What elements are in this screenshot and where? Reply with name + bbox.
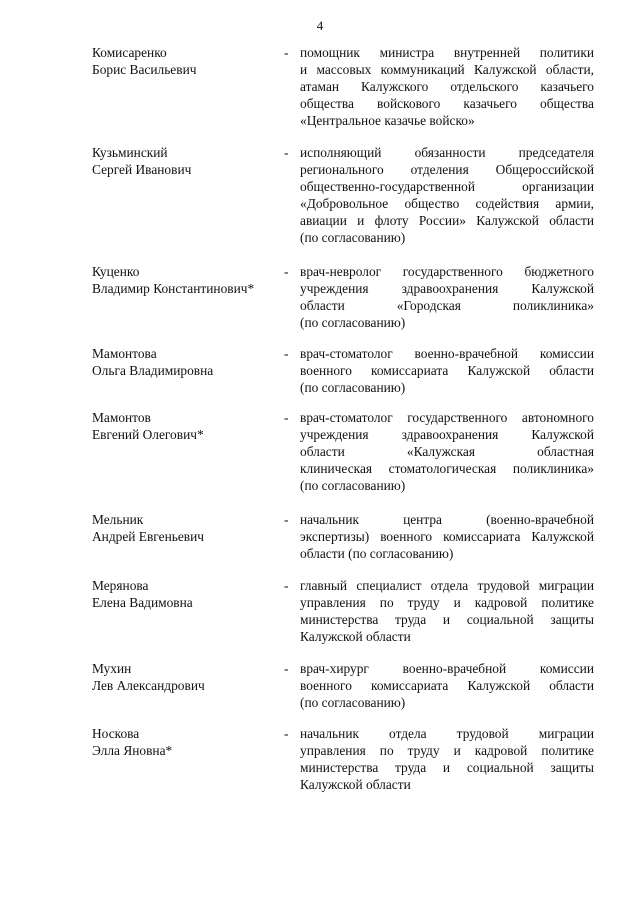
position-line: (по согласованию) — [300, 478, 406, 493]
member-name — [92, 660, 282, 694]
position-line: врач-стоматолог государственного автономного — [300, 410, 594, 425]
position-line: исполняющий обязанности председателя — [300, 145, 594, 160]
position-line: (по согласованию) — [300, 230, 406, 245]
member-given-names: Андрей Евгеньевич — [92, 529, 205, 544]
position-line: начальник центра (военно-врачебной — [300, 512, 594, 527]
position-line: клиническая стоматологическая поликлиника» — [300, 461, 594, 476]
position-line: помощник министра внутренней политики — [300, 45, 594, 60]
member-position — [300, 345, 594, 396]
member-surname: Мухин — [92, 661, 132, 676]
position-line: (по согласованию) — [300, 315, 406, 330]
position-line: министерства труда и социальной защиты — [300, 760, 594, 775]
member-given-names: Владимир Константинович* — [92, 281, 255, 296]
position-line: (по согласованию) — [300, 380, 406, 395]
position-line: области (по согласованию) — [300, 546, 454, 561]
member-position — [300, 577, 594, 645]
member-surname: Комисаренко — [92, 45, 167, 60]
dash-separator: - — [284, 578, 289, 593]
member-surname: Мамонтова — [92, 346, 157, 361]
position-line: врач-невролог государственного бюджетного — [300, 264, 594, 279]
member-name — [92, 144, 282, 178]
position-line: управления по труду и кадровой политике — [300, 595, 594, 610]
member-position — [300, 511, 594, 562]
member-position — [300, 725, 594, 793]
member-given-names: Елена Вадимовна — [92, 595, 193, 610]
position-line: врач-хирург военно-врачебной комиссии — [300, 661, 594, 676]
member-position — [300, 144, 594, 246]
position-line: общества войскового казачьего общества — [300, 96, 594, 111]
member-given-names: Евгений Олегович* — [92, 427, 204, 442]
position-line: военного комиссариата Калужской области — [300, 678, 594, 693]
position-line: области «Калужская областная — [300, 444, 594, 459]
member-given-names: Сергей Иванович — [92, 162, 192, 177]
position-line: министерства труда и социальной защиты — [300, 612, 594, 627]
dash-separator: - — [284, 145, 289, 160]
page-number: 4 — [316, 18, 324, 33]
position-line: и массовых коммуникаций Калужской области, — [300, 62, 594, 77]
member-position — [300, 409, 594, 494]
position-line: врач-стоматолог военно-врачебной комиссии — [300, 346, 594, 361]
position-line: главный специалист отдела трудовой миграции — [300, 578, 594, 593]
position-line: Калужской области — [300, 629, 411, 644]
dash-separator: - — [284, 410, 289, 425]
dash-separator: - — [284, 45, 289, 60]
position-line: экспертизы) военного комиссариата Калужской — [300, 529, 594, 544]
position-line: области «Городская поликлиника» — [300, 298, 594, 313]
position-line: регионального отделения Общероссийской — [300, 162, 594, 177]
member-surname: Кузьминский — [92, 145, 168, 160]
dash-separator: - — [284, 264, 289, 279]
position-line: авиации и флоту России» Калужской области — [300, 213, 594, 228]
member-surname: Мерянова — [92, 578, 149, 593]
dash-separator: - — [284, 726, 289, 741]
position-line: учреждения здравоохранения Калужской — [300, 281, 594, 296]
position-line: начальник отдела трудовой миграции — [300, 726, 594, 741]
position-line: учреждения здравоохранения Калужской — [300, 427, 594, 442]
position-line: управления по труду и кадровой политике — [300, 743, 594, 758]
member-surname: Мельник — [92, 512, 144, 527]
member-name — [92, 511, 282, 545]
position-line: военного комиссариата Калужской области — [300, 363, 594, 378]
member-given-names: Лев Александрович — [92, 678, 205, 693]
position-line: общественно-государственной организации — [300, 179, 594, 194]
position-line: атаман Калужского отдельского казачьего — [300, 79, 594, 94]
member-surname: Носкова — [92, 726, 140, 741]
member-given-names: Ольга Владимировна — [92, 363, 214, 378]
dash-separator: - — [284, 512, 289, 527]
member-name — [92, 725, 282, 759]
member-name — [92, 44, 282, 78]
member-name — [92, 577, 282, 611]
dash-separator: - — [284, 346, 289, 361]
member-position — [300, 263, 594, 331]
member-name — [92, 263, 282, 297]
member-position — [300, 44, 594, 129]
position-line: Калужской области — [300, 777, 411, 792]
member-surname: Мамонтов — [92, 410, 151, 425]
position-line: «Центральное казачье войско» — [300, 113, 475, 128]
member-name — [92, 345, 282, 379]
member-surname: Куценко — [92, 264, 140, 279]
position-line: «Добровольное общество содействия армии, — [300, 196, 594, 211]
member-position — [300, 660, 594, 711]
dash-separator: - — [284, 661, 289, 676]
member-given-names: Элла Яновна* — [92, 743, 173, 758]
member-name — [92, 409, 282, 443]
member-given-names: Борис Васильевич — [92, 62, 197, 77]
position-line: (по согласованию) — [300, 695, 406, 710]
